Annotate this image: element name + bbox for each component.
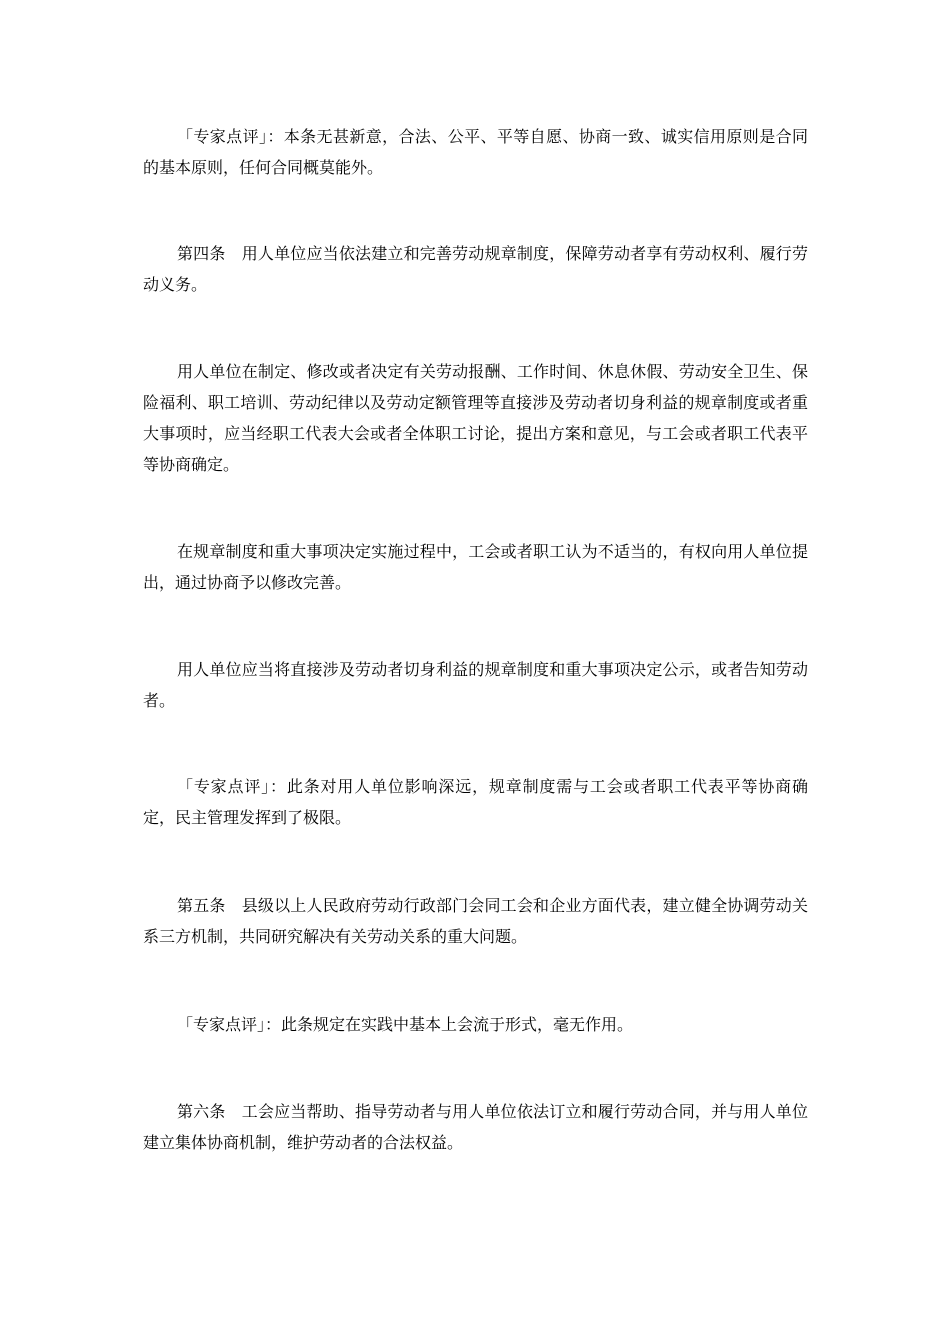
paragraph-article-6: 第六条 工会应当帮助、指导劳动者与用人单位依法订立和履行劳动合同，并与用人单位建立集体协商机制，维护劳动者的合法权益。: [143, 1102, 808, 1152]
paragraph-article-4-clause-4: 用人单位应当将直接涉及劳动者切身利益的规章制度和重大事项决定公示，或者告知劳动者。: [143, 660, 808, 710]
paragraph-article-5: 第五条 县级以上人民政府劳动行政部门会同工会和企业方面代表，建立健全协调劳动关系三方机制，共同研究解决有关劳动关系的重大问题。: [143, 896, 808, 946]
paragraph-expert-comment-3: 「专家点评」：此条规定在实践中基本上会流于形式，毫无作用。: [177, 1015, 634, 1034]
paragraph-article-4: 第四条 用人单位应当依法建立和完善劳动规章制度，保障劳动者享有劳动权利、履行劳动义务。: [143, 244, 808, 294]
paragraph-article-4-clause-3: 在规章制度和重大事项决定实施过程中，工会或者职工认为不适当的，有权向用人单位提出，通过协商予以修改完善。: [143, 542, 808, 592]
paragraph-expert-comment-1: 「专家点评」：本条无甚新意，合法、公平、平等自愿、协商一致、诚实信用原则是合同的基本原则，任何合同概莫能外。: [143, 127, 808, 177]
paragraph-expert-comment-2: 「专家点评」：此条对用人单位影响深远，规章制度需与工会或者职工代表平等协商确定，民主管理发挥到了极限。: [143, 777, 808, 827]
paragraph-article-4-clause-2: 用人单位在制定、修改或者决定有关劳动报酬、工作时间、休息休假、劳动安全卫生、保险福利、职工培训、劳动纪律以及劳动定额管理等直接涉及劳动者切身利益的规章制度或者重大事项时，应当经职工代表大会或者全体职工讨论，提出方案和意见，与工会或者职工代表平等协商确定。: [143, 362, 808, 474]
